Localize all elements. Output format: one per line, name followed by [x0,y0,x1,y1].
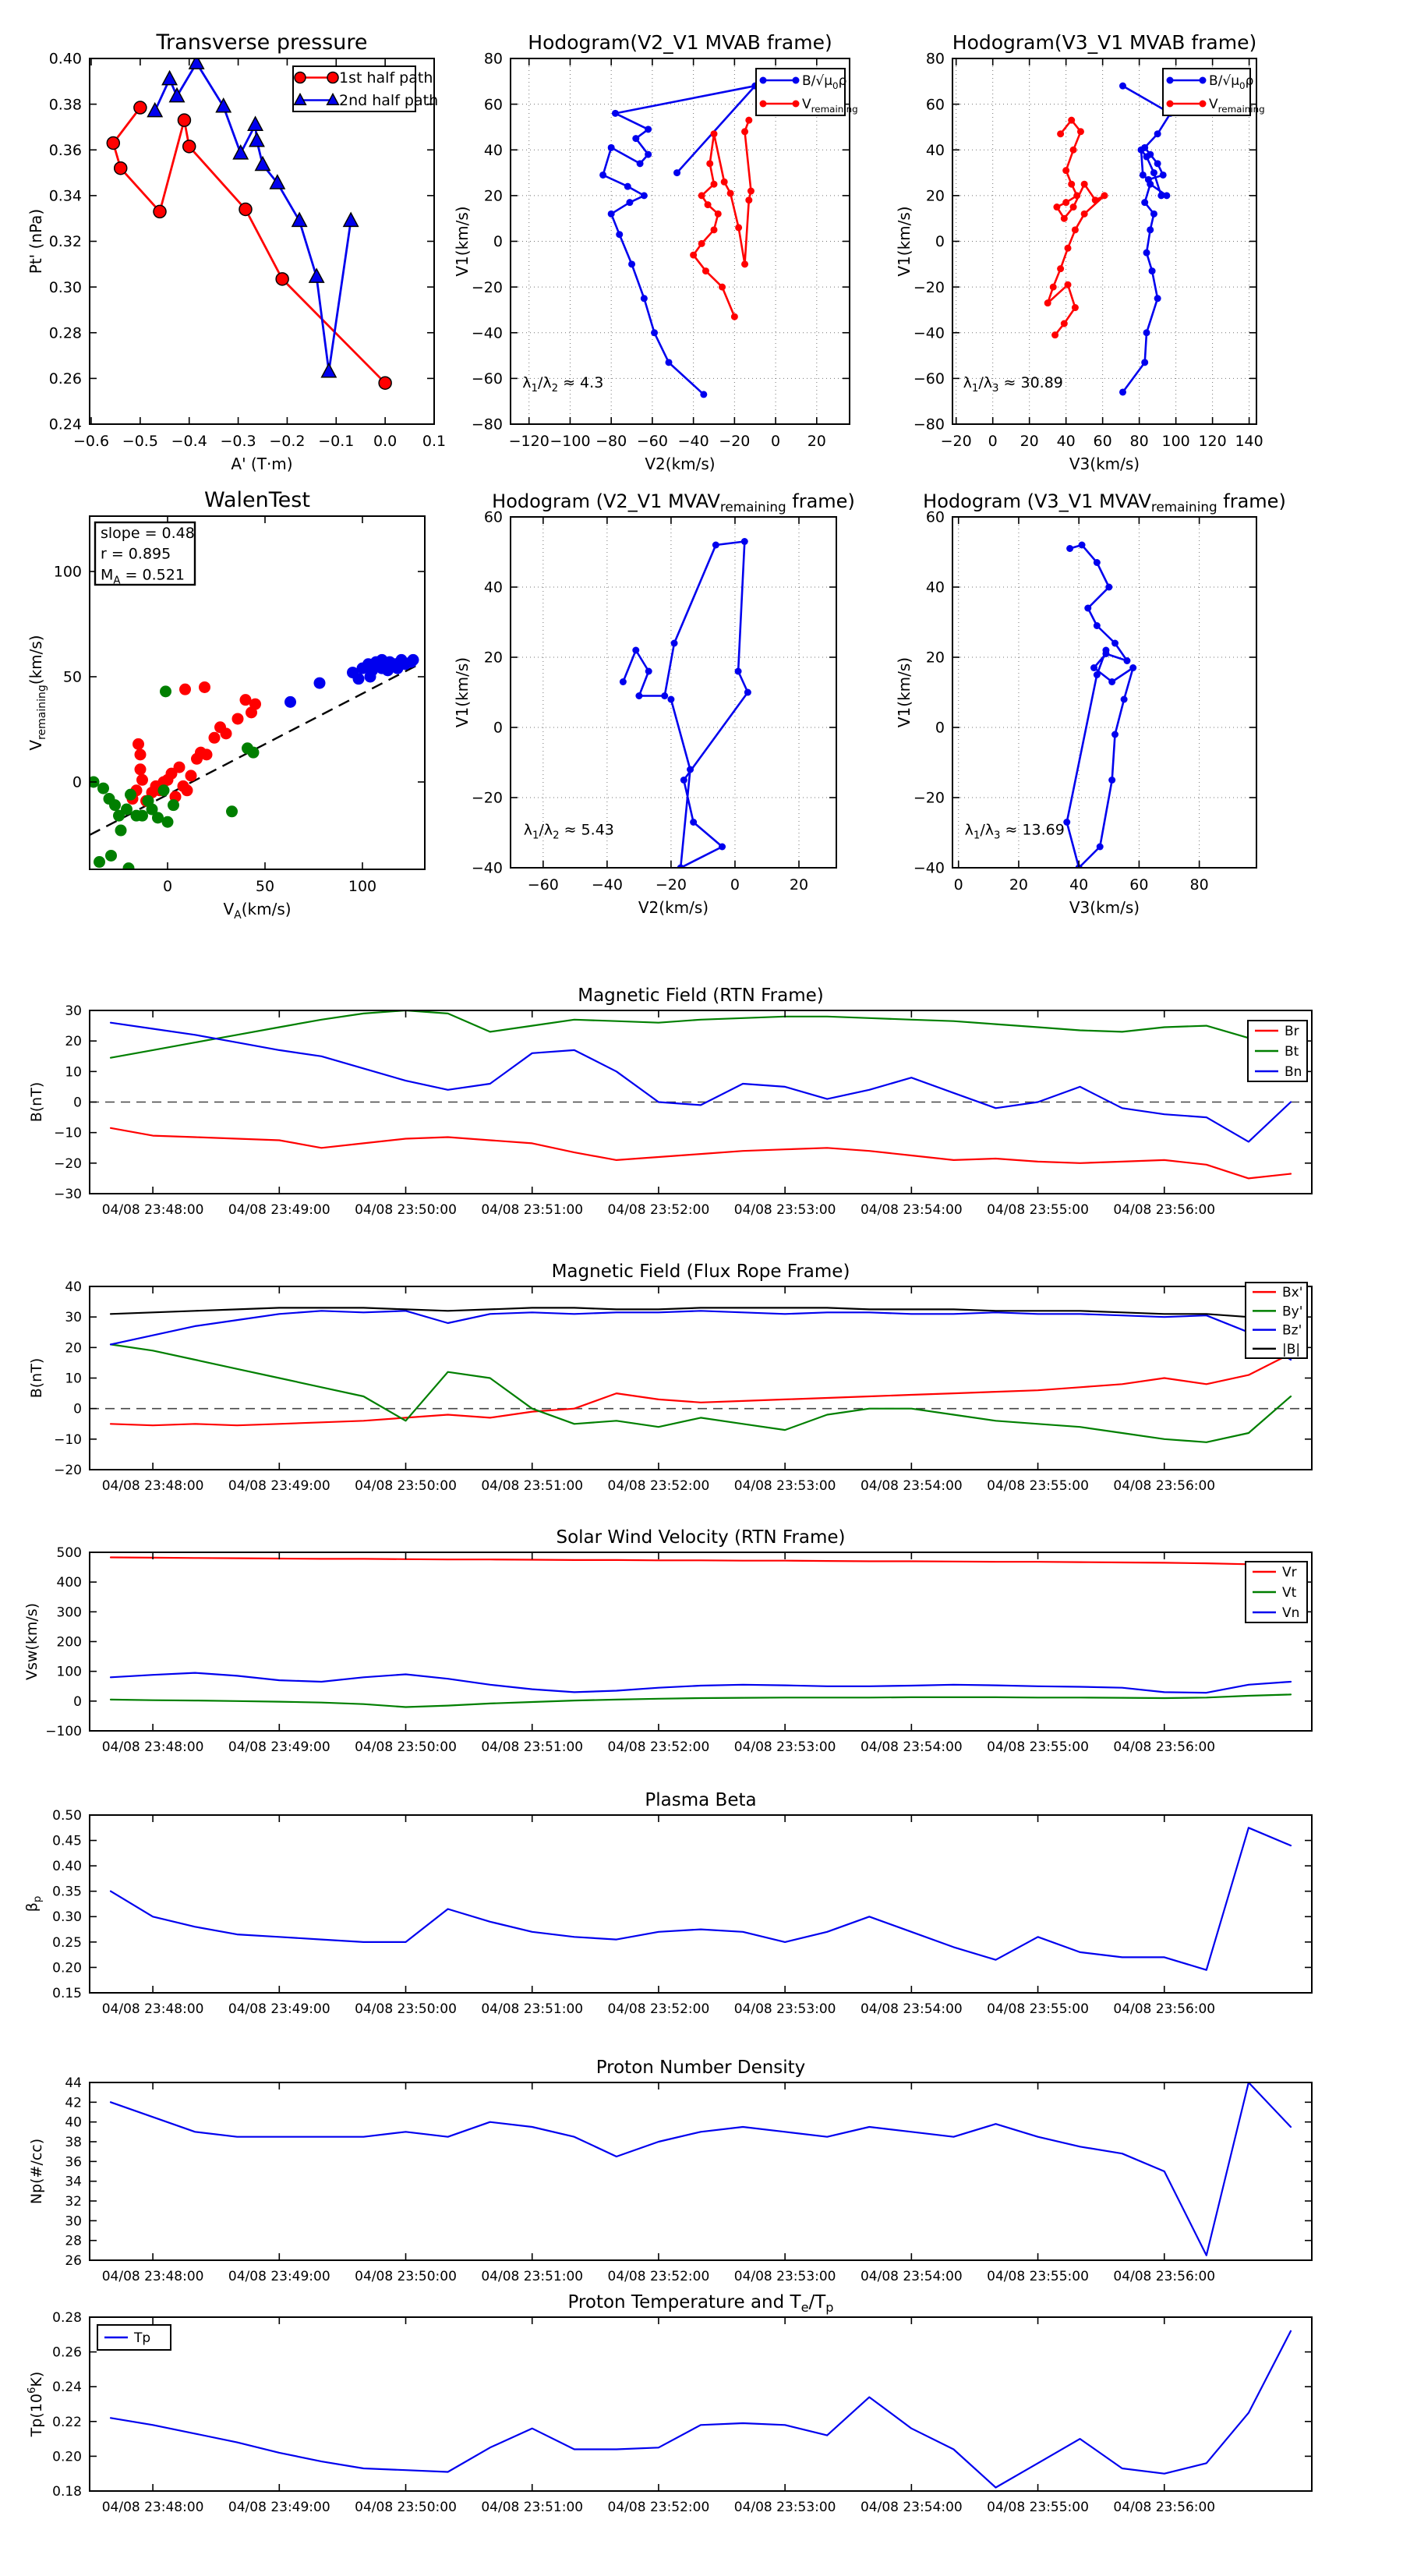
svg-text:100: 100 [56,1664,82,1680]
series-b-0- [1119,83,1174,396]
svg-text:28: 28 [65,2233,82,2249]
svg-text:0: 0 [935,719,945,737]
svg-text:04/08 23:54:00: 04/08 23:54:00 [860,1478,963,1494]
annotation: $\lambda_1/\lambda_3 \approx 13.69$ [964,821,1065,842]
svg-text:80: 80 [483,50,503,68]
svg-text:04/08 23:49:00: 04/08 23:49:00 [228,2269,330,2284]
axis-ticks [90,1552,1312,1731]
svg-text:−40: −40 [471,859,503,877]
chart-hodogram-v2v1-mvab [453,31,858,473]
svg-text:Bz': Bz' [1282,1322,1302,1339]
svg-text:04/08 23:49:00: 04/08 23:49:00 [228,2001,330,2017]
legend [97,2325,171,2350]
chart-b-fluxrope [28,1261,1312,1494]
svg-text:36: 36 [65,2154,82,2171]
chart-hodogram-v3v1-mvav [895,490,1286,917]
svg-text:04/08 23:51:00: 04/08 23:51:00 [481,2001,584,2017]
series-bz- [111,1311,1291,1360]
svg-text:−80: −80 [595,433,627,450]
svg-text:0.35: 0.35 [52,1884,82,1900]
x-axis-label: V3(km/s) [1069,898,1140,917]
svg-text:30: 30 [65,1003,82,1019]
svg-text:0.40: 0.40 [52,1859,82,1875]
svg-text:−30: −30 [54,1186,82,1202]
svg-text:20: 20 [925,187,945,205]
svg-text:0: 0 [493,719,503,737]
svg-text:−120: −120 [508,433,550,450]
svg-text:04/08 23:51:00: 04/08 23:51:00 [481,1478,584,1494]
svg-text:−20: −20 [913,789,945,807]
svg-text:0.36: 0.36 [48,141,82,159]
svg-text:40: 40 [483,141,503,159]
svg-text:−40: −40 [913,859,945,877]
svg-text:Bt: Bt [1285,1043,1299,1060]
svg-text:0: 0 [493,233,503,251]
svg-text:42: 42 [65,2095,82,2111]
chart-title: Plasma Beta [645,1790,757,1810]
svg-text:0.30: 0.30 [52,1909,82,1926]
svg-text:−0.4: −0.4 [171,433,207,450]
svg-text:30: 30 [65,1310,82,1326]
svg-text:−20: −20 [54,1462,82,1478]
svg-text:100: 100 [53,563,82,581]
svg-text:200: 200 [56,1634,82,1651]
chart-title: Hodogram(V3_V1 MVAB frame) [952,31,1257,54]
chart-proton-temperature [27,2292,1312,2515]
svg-text:0: 0 [73,1401,82,1417]
svg-text:04/08 23:52:00: 04/08 23:52:00 [607,2269,710,2284]
svg-text:0: 0 [73,1693,82,1710]
svg-text:34: 34 [65,2174,82,2190]
tick-labels [54,1003,1215,1218]
legend [756,69,858,115]
svg-text:04/08 23:53:00: 04/08 23:53:00 [733,1739,836,1755]
svg-text:100: 100 [348,878,377,895]
svg-text:0.1: 0.1 [422,433,447,450]
svg-text:−10: −10 [54,1125,82,1141]
svg-text:0: 0 [953,876,963,893]
series-vt [111,1694,1291,1707]
svg-text:0.45: 0.45 [52,1833,82,1849]
svg-text:60: 60 [925,508,945,526]
svg-text:40: 40 [925,579,945,596]
series-by- [111,1344,1291,1442]
svg-text:04/08 23:56:00: 04/08 23:56:00 [1113,1478,1216,1494]
axis-ticks [90,2317,1312,2491]
svg-text:50: 50 [62,668,82,686]
svg-text:−10: −10 [54,1431,82,1448]
svg-text:20: 20 [65,1034,82,1050]
chart-walen-test [27,488,425,922]
svg-text:44: 44 [65,2075,82,2091]
svg-text:0: 0 [730,876,740,893]
svg-text:04/08 23:53:00: 04/08 23:53:00 [733,2500,836,2515]
svg-text:80: 80 [1129,433,1149,450]
chart-vsw-rtn [23,1527,1312,1755]
y-axis-label: $Tp(10^6K)$ [27,2371,45,2437]
svg-text:0.50: 0.50 [52,1807,82,1824]
svg-text:80: 80 [1189,876,1209,893]
svg-text:04/08 23:52:00: 04/08 23:52:00 [607,1478,710,1494]
svg-text:1st half path: 1st half path [339,69,433,87]
svg-text:−40: −40 [471,324,503,342]
svg-text:04/08 23:56:00: 04/08 23:56:00 [1113,1739,1216,1755]
axes-frame [90,1286,1312,1470]
series-bx- [111,1353,1291,1425]
legend [1246,1283,1307,1358]
svg-text:04/08 23:52:00: 04/08 23:52:00 [607,1739,710,1755]
svg-text:60: 60 [483,96,503,114]
svg-text:04/08 23:49:00: 04/08 23:49:00 [228,1478,330,1494]
svg-text:04/08 23:48:00: 04/08 23:48:00 [101,1478,204,1494]
svg-text:−20: −20 [719,433,751,450]
svg-text:−80: −80 [913,416,945,433]
svg-text:0.26: 0.26 [52,2344,82,2361]
svg-text:100: 100 [1161,433,1190,450]
chart-title: Proton Temperature and $T_e/T_p$ [567,2292,834,2315]
svg-text:40: 40 [1056,433,1076,450]
svg-text:2nd half path: 2nd half path [339,92,439,110]
svg-text:0.20: 0.20 [52,1960,82,1976]
y-axis-label: B(nT) [28,1357,45,1399]
x-axis-label: V2(km/s) [645,455,716,473]
svg-text:38: 38 [65,2134,82,2150]
svg-text:60: 60 [1093,433,1112,450]
svg-text:−80: −80 [471,416,503,433]
chart-hodogram-v3v1-mvab [895,31,1265,473]
svg-text:04/08 23:55:00: 04/08 23:55:00 [987,1478,1089,1494]
svg-text:0.26: 0.26 [48,370,82,388]
svg-text:0.30: 0.30 [48,278,82,296]
svg-text:04/08 23:49:00: 04/08 23:49:00 [228,1202,330,1218]
svg-text:0.24: 0.24 [48,416,82,433]
svg-text:04/08 23:56:00: 04/08 23:56:00 [1113,1202,1216,1218]
stats-box [95,522,195,586]
svg-text:Vt: Vt [1282,1584,1297,1601]
svg-text:0: 0 [935,233,945,251]
svg-text:04/08 23:48:00: 04/08 23:48:00 [101,1202,204,1218]
x-axis-label: V3(km/s) [1069,455,1140,473]
svg-text:40: 40 [65,2114,82,2131]
x-axis-label: V2(km/s) [638,898,709,917]
svg-text:−40: −40 [913,324,945,342]
svg-text:B/√μ0ρ: $B/√\mu_0\rho$ [802,73,847,91]
chart-proton-density [28,2058,1312,2284]
svg-text:−0.5: −0.5 [122,433,158,450]
svg-text:04/08 23:51:00: 04/08 23:51:00 [481,2500,584,2515]
svg-text:0.34: 0.34 [48,187,82,205]
svg-text:−100: −100 [550,433,591,450]
svg-text:04/08 23:54:00: 04/08 23:54:00 [860,2269,963,2284]
svg-text:0.24: 0.24 [52,2380,82,2396]
svg-text:04/08 23:56:00: 04/08 23:56:00 [1113,2500,1216,2515]
svg-text:By': By' [1282,1304,1303,1320]
svg-text:−0.2: −0.2 [269,433,306,450]
chart-transverse-pressure [27,30,446,473]
svg-text:−60: −60 [636,433,668,450]
legend [293,66,438,111]
svg-text:60: 60 [483,508,503,526]
svg-text:0: 0 [988,433,998,450]
tick-labels [65,2075,1215,2284]
series-b-0- [599,83,758,398]
svg-text:60: 60 [925,96,945,114]
y-axis-label: Vsw(km/s) [23,1602,41,1681]
series-tp [111,2331,1291,2488]
svg-text:04/08 23:54:00: 04/08 23:54:00 [860,1739,963,1755]
svg-text:0.32: 0.32 [48,233,82,251]
svg-text:0.15: 0.15 [52,1985,82,2001]
svg-text:04/08 23:50:00: 04/08 23:50:00 [355,2269,457,2284]
svg-text:0: 0 [771,433,781,450]
svg-text:Vremaining: $V_{remaining}$ [802,96,858,115]
svg-text:04/08 23:51:00: 04/08 23:51:00 [481,1739,584,1755]
chart-title: Solar Wind Velocity (RTN Frame) [556,1527,846,1548]
chart-title: Transverse pressure [156,30,368,55]
legend [1248,1021,1307,1081]
series-br [111,1128,1291,1179]
svg-text:Vr: Vr [1282,1564,1297,1580]
tick-labels [52,1808,1215,2017]
svg-text:04/08 23:50:00: 04/08 23:50:00 [355,2500,457,2515]
svg-text:04/08 23:48:00: 04/08 23:48:00 [101,2500,204,2515]
axis-ticks [90,1815,1312,1993]
svg-text:−60: −60 [913,370,945,388]
svg-text:10: 10 [65,1064,82,1081]
svg-text:0.20: 0.20 [52,2449,82,2465]
svg-text:MA = 0.521: $M_A = 0.521$ [101,566,185,587]
svg-text:04/08 23:51:00: 04/08 23:51:00 [481,2269,584,2284]
axis-ticks [952,517,1256,868]
svg-text:20: 20 [807,433,826,450]
svg-text:−20: −20 [913,278,945,296]
svg-text:04/08 23:50:00: 04/08 23:50:00 [355,2001,457,2017]
svg-text:40: 40 [1069,876,1089,893]
y-axis-label: $V_{remaining}(km/s)$ [27,635,48,751]
svg-text:20: 20 [1020,433,1039,450]
svg-text:0: 0 [72,773,82,791]
svg-text:04/08 23:53:00: 04/08 23:53:00 [733,2269,836,2284]
gridlines [952,517,1256,868]
svg-text:20: 20 [925,649,945,667]
x-axis-label: A' (T·m) [231,455,293,473]
chart-title: Magnetic Field (RTN Frame) [578,985,824,1006]
svg-text:0.40: 0.40 [48,50,82,68]
svg-text:slope = 0.48: slope = 0.48 [101,524,195,542]
svg-text:20: 20 [483,187,503,205]
svg-text:0: 0 [73,1095,82,1111]
svg-text:50: 50 [255,878,275,895]
series-v-remaining- [1044,117,1108,339]
chart-title: WalenTest [204,488,310,512]
svg-text:−20: −20 [471,278,503,296]
y-axis-label: V1(km/s) [895,656,914,728]
svg-text:04/08 23:54:00: 04/08 23:54:00 [860,2500,963,2515]
svg-text:−20: −20 [655,876,687,893]
svg-text:04/08 23:55:00: 04/08 23:55:00 [987,2500,1089,2515]
gridlines [511,517,836,868]
chart-plasma-beta [23,1790,1312,2017]
y-axis-label: $\beta_p$ [23,1895,44,1913]
svg-text:0: 0 [162,878,173,895]
svg-text:−100: −100 [45,1723,82,1739]
svg-text:04/08 23:53:00: 04/08 23:53:00 [733,1478,836,1494]
svg-text:40: 40 [65,1279,82,1295]
svg-text:−20: −20 [54,1155,82,1172]
chart-title: Hodogram (V2_V1 $MVAV_{remaining}$ frame) [492,490,855,515]
svg-text:04/08 23:55:00: 04/08 23:55:00 [987,1739,1089,1755]
axis-ticks [90,1286,1312,1470]
series-beta-p [111,1828,1291,1969]
svg-text:04/08 23:48:00: 04/08 23:48:00 [101,2001,204,2017]
svg-text:−0.1: −0.1 [318,433,355,450]
svg-text:−40: −40 [591,876,623,893]
axes-frame [90,2082,1312,2260]
chart-title: Proton Number Density [595,2058,806,2078]
svg-text:Tp: Tp [134,2330,151,2346]
annotation: $\lambda_1/\lambda_2 \approx 4.3$ [522,374,604,395]
svg-text:Bn: Bn [1285,1063,1302,1080]
svg-text:−40: −40 [677,433,709,450]
x-axis-label: $V_A(km/s)$ [223,900,292,922]
svg-text:20: 20 [789,876,809,893]
svg-text:−0.3: −0.3 [220,433,256,450]
tick-labels [45,1545,1215,1755]
svg-text:10: 10 [65,1371,82,1387]
series-b-0- [620,538,751,872]
svg-text:500: 500 [56,1545,82,1561]
series-last-third [284,654,419,708]
svg-text:300: 300 [56,1605,82,1621]
svg-text:60: 60 [1129,876,1149,893]
svg-text:04/08 23:48:00: 04/08 23:48:00 [101,2269,204,2284]
svg-text:Vn: Vn [1282,1605,1300,1621]
svg-text:0.18: 0.18 [52,2483,82,2500]
svg-text:−0.6: −0.6 [72,433,110,450]
svg-text:40: 40 [925,141,945,159]
tick-labels [472,509,808,893]
y-axis-label: V1(km/s) [895,206,914,277]
svg-text:04/08 23:54:00: 04/08 23:54:00 [860,1202,963,1218]
svg-text:−20: −20 [471,789,503,807]
svg-text:32: 32 [65,2193,82,2210]
svg-text:0.28: 0.28 [48,324,82,342]
series-np [111,2082,1291,2256]
svg-text:140: 140 [1235,433,1263,450]
y-axis-label: B(nT) [28,1081,45,1123]
tick-labels [52,2310,1215,2515]
svg-text:0.38: 0.38 [48,96,82,114]
svg-text:Br: Br [1285,1023,1299,1039]
svg-text:26: 26 [65,2252,82,2269]
svg-text:Bx': Bx' [1282,1285,1303,1301]
series-bn [111,1023,1291,1142]
svg-text:400: 400 [56,1575,82,1591]
chart-title: Hodogram(V2_V1 MVAB frame) [528,31,832,54]
axes-frame [952,517,1256,868]
svg-text:30: 30 [65,2213,82,2230]
y-axis-label: Np(#/cc) [28,2138,45,2205]
svg-text:04/08 23:52:00: 04/08 23:52:00 [607,2500,710,2515]
series-vn [111,1673,1291,1693]
svg-text:B/√μ0ρ: $B/√\mu_0\rho$ [1209,73,1254,91]
svg-text:04/08 23:49:00: 04/08 23:49:00 [228,1739,330,1755]
svg-text:04/08 23:56:00: 04/08 23:56:00 [1113,2269,1216,2284]
svg-text:−60: −60 [471,370,503,388]
axes-frame [90,1552,1312,1731]
chart-hodogram-v2v1-mvav [453,490,855,917]
svg-text:20: 20 [65,1340,82,1357]
svg-text:04/08 23:55:00: 04/08 23:55:00 [987,2001,1089,2017]
svg-text:04/08 23:56:00: 04/08 23:56:00 [1113,2001,1216,2017]
svg-text:04/08 23:50:00: 04/08 23:50:00 [355,1739,457,1755]
axes-frame [90,1815,1312,1993]
svg-text:0.0: 0.0 [373,433,398,450]
svg-text:0.28: 0.28 [52,2309,82,2326]
svg-text:0.25: 0.25 [52,1934,82,1951]
svg-text:0.22: 0.22 [52,2414,82,2430]
svg-text:04/08 23:55:00: 04/08 23:55:00 [987,1202,1089,1218]
axes-frame [90,2317,1312,2491]
annotation: $\lambda_1/\lambda_2 \approx 5.43$ [523,821,614,842]
svg-text:04/08 23:50:00: 04/08 23:50:00 [355,1478,457,1494]
y-axis-label: Pt' (nPa) [27,208,45,274]
svg-text:r = 0.895: r = 0.895 [101,545,171,563]
svg-text:−20: −20 [940,433,972,450]
svg-text:04/08 23:55:00: 04/08 23:55:00 [987,2269,1089,2284]
axes-frame [511,517,836,868]
y-axis-label: V1(km/s) [453,206,472,277]
svg-text:04/08 23:53:00: 04/08 23:53:00 [733,2001,836,2017]
svg-text:04/08 23:50:00: 04/08 23:50:00 [355,1202,457,1218]
svg-text:04/08 23:52:00: 04/08 23:52:00 [607,1202,710,1218]
svg-text:120: 120 [1198,433,1227,450]
svg-text:04/08 23:53:00: 04/08 23:53:00 [733,1202,836,1218]
svg-text:04/08 23:49:00: 04/08 23:49:00 [228,2500,330,2515]
chart-b-rtn [28,985,1312,1218]
chart-title: Hodogram (V3_V1 $MVAV_{remaining}$ frame) [923,490,1286,515]
series-vr [111,1558,1291,1566]
series-b-0- [1063,542,1136,872]
svg-text:20: 20 [1009,876,1029,893]
svg-text:04/08 23:54:00: 04/08 23:54:00 [860,2001,963,2017]
axis-ticks [90,2082,1312,2260]
axis-ticks [511,517,836,868]
svg-text:20: 20 [483,649,503,667]
series-1st-half-path [107,101,391,389]
svg-text:−60: −60 [527,876,559,893]
svg-text:|B|: |B| [1282,1341,1301,1357]
legend [1246,1562,1307,1622]
svg-text:04/08 23:51:00: 04/08 23:51:00 [481,1202,584,1218]
annotation: $\lambda_1/\lambda_3 \approx 30.89$ [963,374,1063,395]
svg-text:Vremaining: $V_{remaining}$ [1209,96,1265,115]
svg-text:40: 40 [483,579,503,596]
svg-text:04/08 23:48:00: 04/08 23:48:00 [101,1739,204,1755]
chart-title: Magnetic Field (Flux Rope Frame) [551,1261,850,1282]
legend [1163,69,1265,115]
y-axis-label: V1(km/s) [453,656,472,728]
svg-text:04/08 23:52:00: 04/08 23:52:00 [607,2001,710,2017]
svg-text:80: 80 [925,50,945,68]
series-first-third [127,681,262,807]
